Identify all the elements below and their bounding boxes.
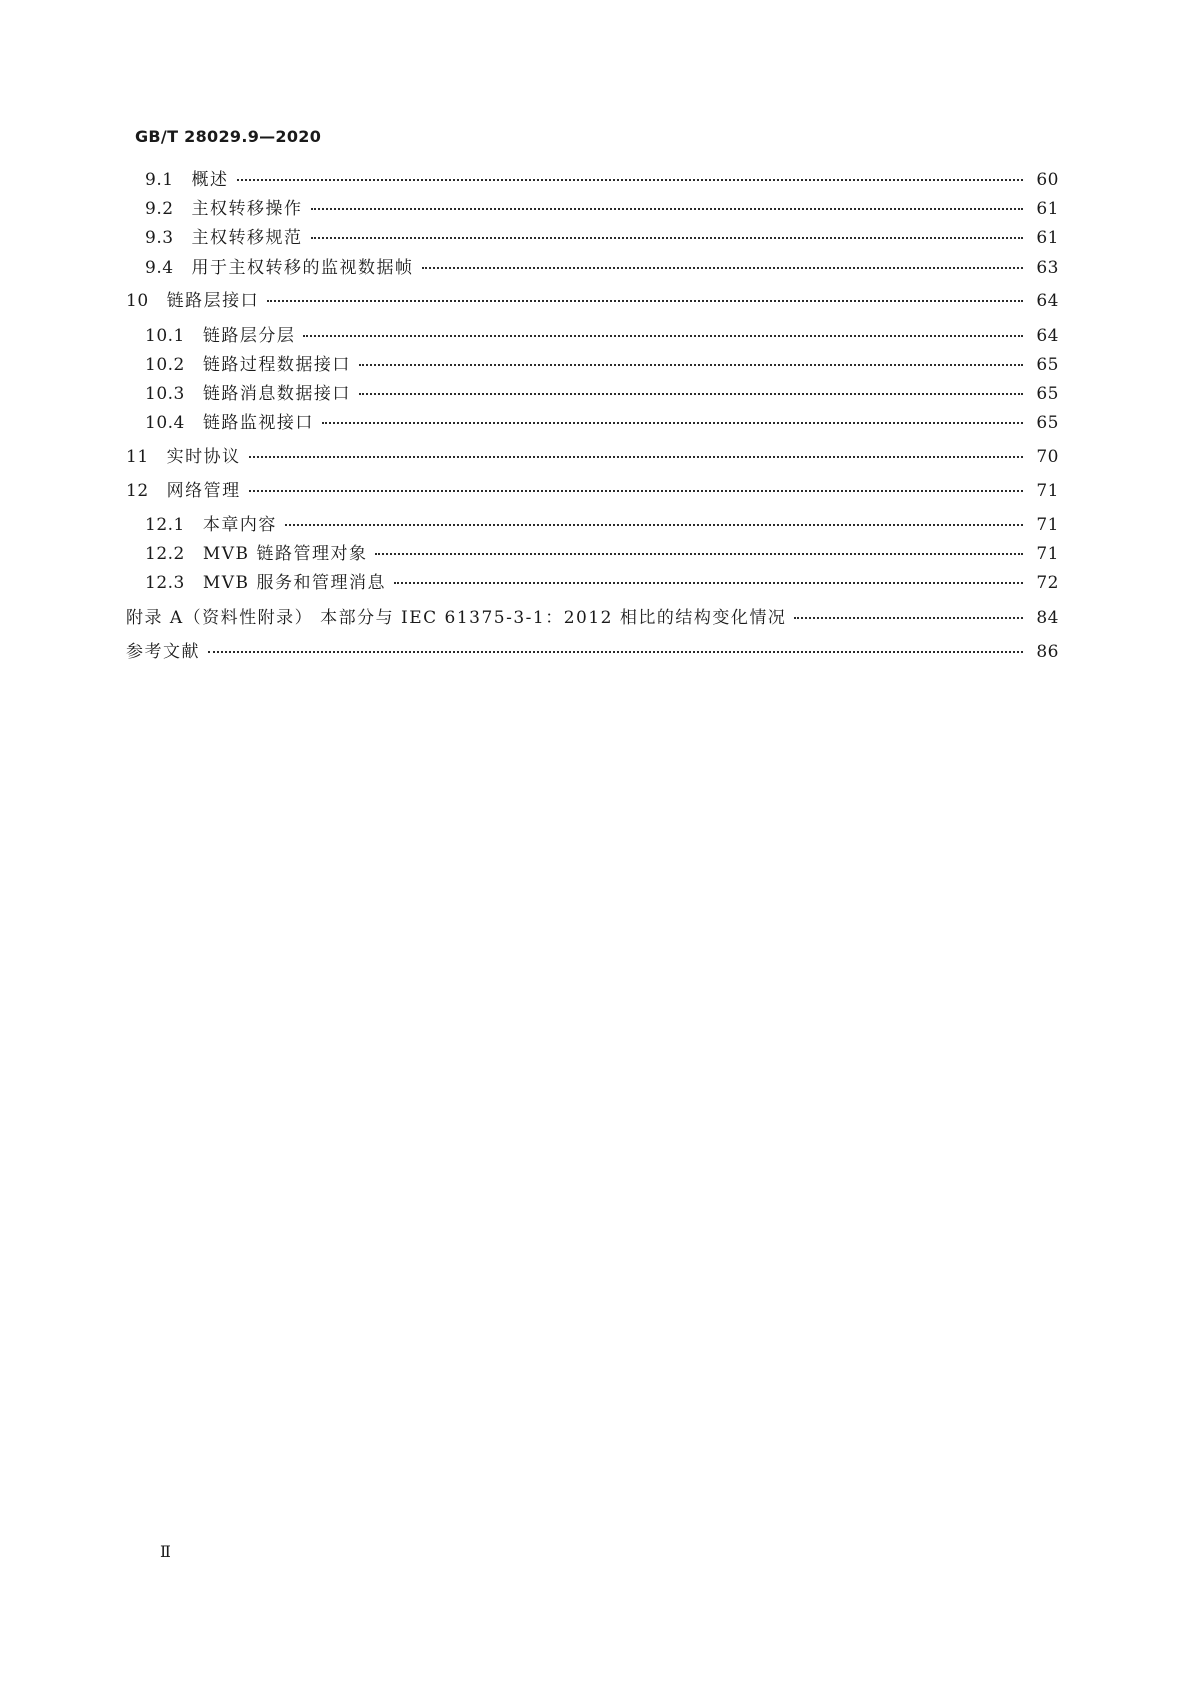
toc-entry-number: 9.4	[145, 258, 174, 278]
toc-entry-9-3[interactable]	[145, 228, 1059, 248]
toc-entry-number: 10.4	[145, 413, 185, 433]
toc-entry-title: 用于主权转移的监视数据帧	[191, 258, 414, 278]
dot-leader	[394, 582, 1023, 584]
toc-entry-title: 主权转移规范	[191, 228, 303, 248]
toc-entry-page: 65	[1036, 413, 1059, 433]
toc-entry-12-3[interactable]	[145, 573, 1059, 593]
toc-entry-9-1[interactable]	[145, 170, 1059, 190]
dot-leader	[249, 456, 1023, 458]
toc-entry-title: 网络管理	[166, 481, 241, 501]
toc-entry-10-4[interactable]	[145, 413, 1059, 433]
toc-entry-page: 65	[1036, 384, 1059, 404]
toc-entry-10-2[interactable]	[145, 355, 1059, 375]
toc-entry-9-4[interactable]	[145, 258, 1059, 278]
toc-entry-title: 主权转移操作	[191, 199, 303, 219]
dot-leader	[311, 237, 1023, 239]
toc-entry-number: 9.3	[145, 228, 174, 248]
toc-entry-title: 链路层接口	[166, 291, 260, 311]
toc-entry-title: 链路过程数据接口	[202, 355, 351, 375]
toc-entry-page: 65	[1036, 355, 1059, 375]
toc-entry-page: 64	[1036, 291, 1059, 311]
toc-entry-page: 61	[1036, 199, 1059, 219]
toc-entry-page: 84	[1036, 608, 1059, 628]
toc-entry-appendix-a[interactable]	[126, 608, 1059, 628]
dot-leader	[303, 335, 1023, 337]
dot-leader	[249, 490, 1023, 492]
toc-entry-title: 实时协议	[166, 447, 241, 467]
toc-entry-10-3[interactable]	[145, 384, 1059, 404]
toc-entry-page: 60	[1036, 170, 1059, 190]
toc-entry-title: 链路消息数据接口	[202, 384, 351, 404]
dot-leader	[422, 267, 1023, 269]
toc-entry-11[interactable]	[126, 447, 1059, 467]
dot-leader	[208, 651, 1023, 653]
toc-entry-number: 10.3	[145, 384, 185, 404]
toc-entry-number: 12.1	[145, 515, 185, 535]
toc-entry-number: 10.2	[145, 355, 185, 375]
toc-entry-12[interactable]	[126, 481, 1059, 501]
dot-leader	[267, 300, 1023, 302]
toc-entry-number: 12	[126, 481, 149, 501]
toc-entry-page: 86	[1036, 642, 1059, 662]
toc-entry-bibliography[interactable]	[126, 642, 1059, 662]
toc-entry-title: 参考文献	[126, 642, 200, 662]
toc-entry-page: 61	[1036, 228, 1059, 248]
dot-leader	[311, 208, 1023, 210]
toc-entry-page: 72	[1036, 573, 1059, 593]
toc-entry-number: 9.1	[145, 170, 174, 190]
dot-leader	[359, 393, 1023, 395]
toc-entry-10-1[interactable]	[145, 326, 1059, 346]
toc-entry-number: 12.2	[145, 544, 185, 564]
page-number: Ⅱ	[160, 1542, 171, 1561]
toc-entry-page: 64	[1036, 326, 1059, 346]
dot-leader	[375, 553, 1023, 555]
toc-entry-number: 10	[126, 291, 149, 311]
document-id: GB/T 28029.9—2020	[135, 127, 322, 146]
dot-leader	[794, 617, 1023, 619]
toc-entry-title: 链路层分层	[202, 326, 296, 346]
dot-leader	[285, 524, 1023, 526]
toc-entry-12-2[interactable]	[145, 544, 1059, 564]
dot-leader	[237, 179, 1023, 181]
toc-entry-number: 10.1	[145, 326, 185, 346]
toc-entry-title: 附录 A（资料性附录） 本部分与 IEC 61375-3-1：2012 相比的结构变化情况	[126, 608, 787, 628]
toc-entry-10[interactable]	[126, 291, 1059, 311]
toc-entry-page: 71	[1036, 481, 1059, 501]
toc-entry-page: 71	[1036, 515, 1059, 535]
toc-entry-title: 链路监视接口	[202, 413, 314, 433]
toc-entry-12-1[interactable]	[145, 515, 1059, 535]
toc-entry-title: 本章内容	[202, 515, 277, 535]
toc-entry-title: MVB 链路管理对象	[202, 544, 368, 564]
toc-entry-page: 70	[1036, 447, 1059, 467]
toc-entry-page: 63	[1036, 258, 1059, 278]
toc-entry-number: 12.3	[145, 573, 185, 593]
toc-entry-number: 9.2	[145, 199, 174, 219]
dot-leader	[322, 422, 1023, 424]
toc-entry-9-2[interactable]	[145, 199, 1059, 219]
toc-entry-page: 71	[1036, 544, 1059, 564]
toc-entry-number: 11	[126, 447, 149, 467]
dot-leader	[359, 364, 1023, 366]
toc-entry-title: 概述	[191, 170, 229, 190]
toc-entry-title: MVB 服务和管理消息	[202, 573, 386, 593]
